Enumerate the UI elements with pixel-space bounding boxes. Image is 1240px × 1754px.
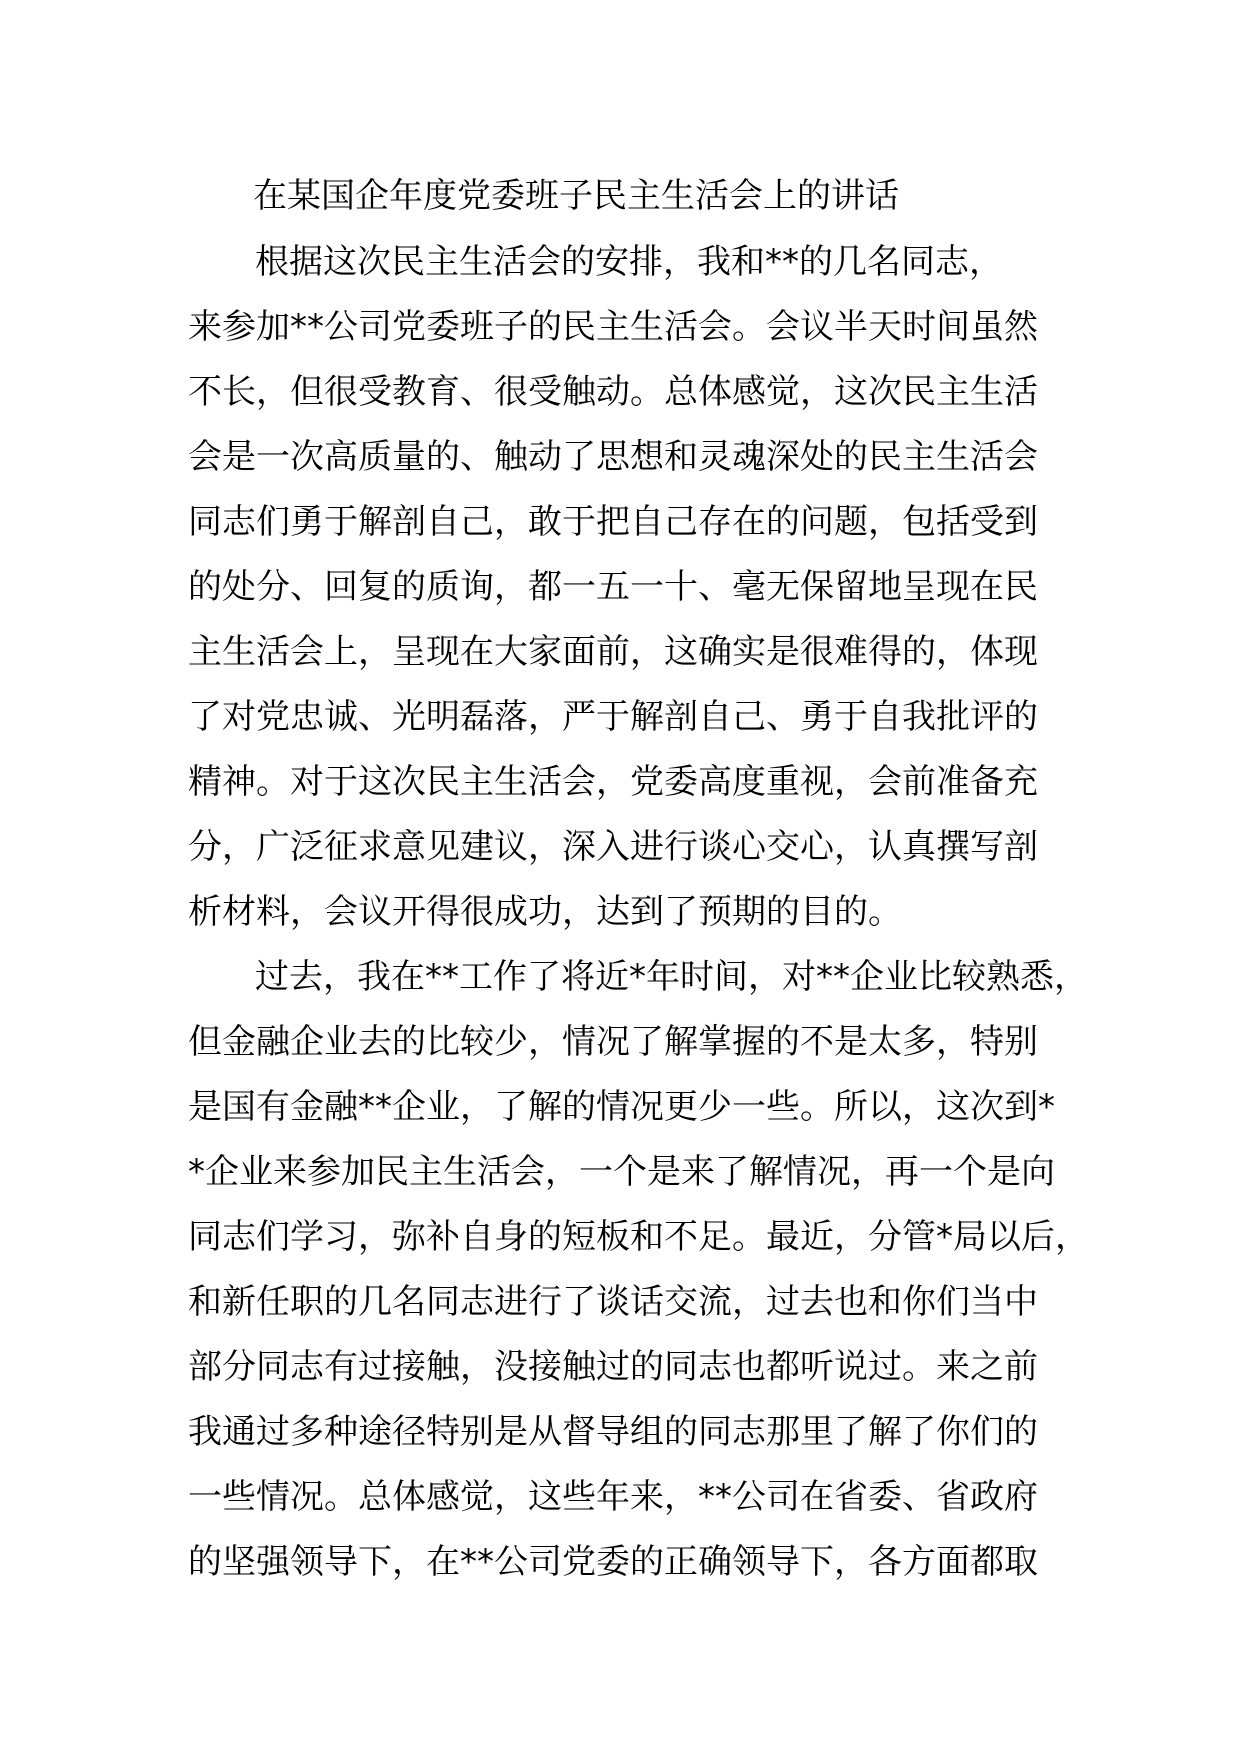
paragraph-line: 来参加**公司党委班子的民主生活会。会议半天时间虽然 xyxy=(188,307,1038,347)
paragraph-line: 但金融企业去的比较少，情况了解掌握的不是太多，特别 xyxy=(188,1022,1038,1062)
paragraph-line: 根据这次民主生活会的安排，我和**的几名同志， xyxy=(255,242,1003,282)
paragraph-line: 一些情况。总体感觉，这些年来，**公司在省委、省政府 xyxy=(188,1477,1038,1517)
paragraph-line: 不长，但很受教育、很受触动。总体感觉，这次民主生活 xyxy=(188,372,1038,412)
paragraph-line: 的处分、回复的质询，都一五一十、毫无保留地呈现在民 xyxy=(188,567,1038,607)
paragraph-line: 是国有金融**企业，了解的情况更少一些。所以，这次到* xyxy=(188,1087,1055,1127)
paragraph-line: 我通过多种途径特别是从督导组的同志那里了解了你们的 xyxy=(188,1412,1038,1452)
paragraph-line: 精神。对于这次民主生活会，党委高度重视，会前准备充 xyxy=(188,762,1038,802)
paragraph-line: 部分同志有过接触，没接触过的同志也都听说过。来之前 xyxy=(188,1347,1038,1387)
paragraph-line: 和新任职的几名同志进行了谈话交流，过去也和你们当中 xyxy=(188,1282,1038,1322)
paragraph-line: 了对党忠诚、光明磊落，严于解剖自己、勇于自我批评的 xyxy=(188,697,1038,737)
paragraph-line: 的坚强领导下，在**公司党委的正确领导下，各方面都取 xyxy=(188,1542,1038,1582)
paragraph-line: 同志们勇于解剖自己，敢于把自己存在的问题，包括受到 xyxy=(188,502,1038,542)
paragraph-line: 同志们学习，弥补自身的短板和不足。最近，分管*局以后， xyxy=(188,1217,1089,1257)
paragraph-line: *企业来参加民主生活会，一个是来了解情况，再一个是向 xyxy=(188,1152,1055,1192)
paragraph-line: 析材料，会议开得很成功，达到了预期的目的。 xyxy=(188,892,902,932)
paragraph-line: 分，广泛征求意见建议，深入进行谈心交心，认真撰写剖 xyxy=(188,827,1038,867)
paragraph-line: 主生活会上，呈现在大家面前，这确实是很难得的，体现 xyxy=(188,632,1038,672)
paragraph-line: 过去，我在**工作了将近*年时间，对**企业比较熟悉， xyxy=(255,957,1088,997)
document-title: 在某国企年度党委班子民主生活会上的讲话 xyxy=(253,176,899,216)
paragraph-line: 会是一次高质量的、触动了思想和灵魂深处的民主生活会 xyxy=(188,437,1038,477)
